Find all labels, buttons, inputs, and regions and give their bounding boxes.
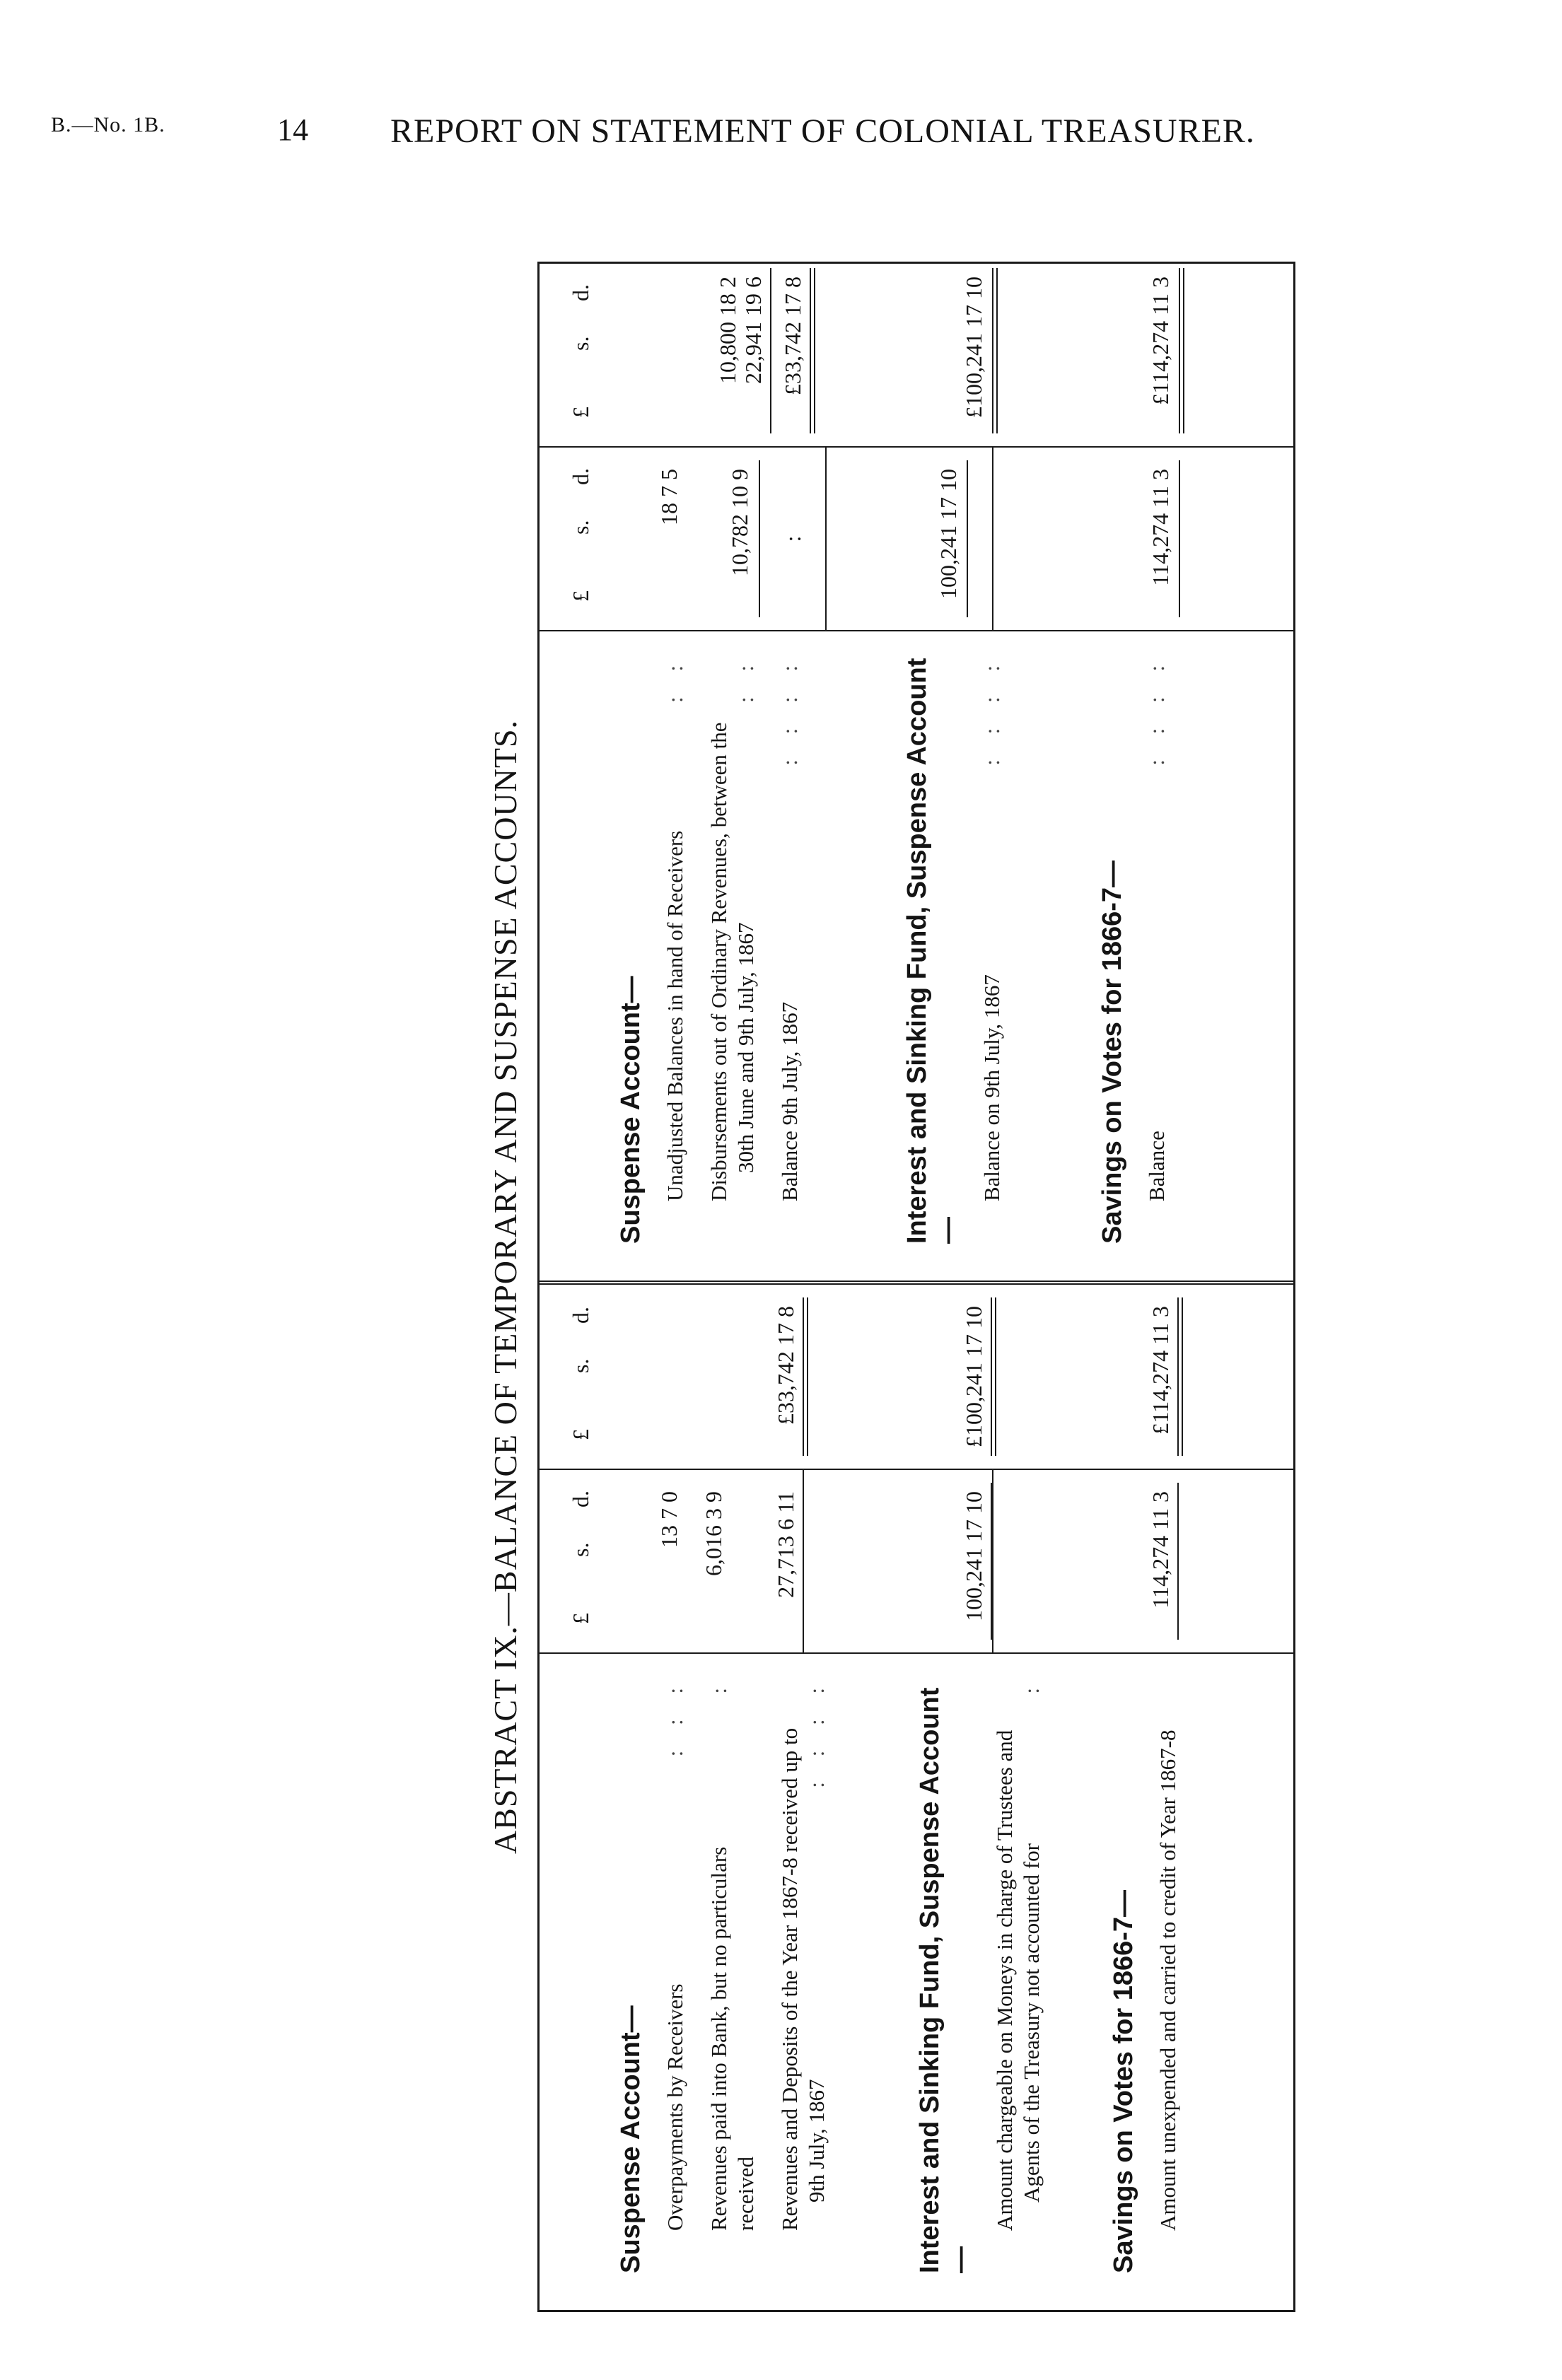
section-total: £33,742 17 8 bbox=[780, 276, 805, 395]
section-title: Suspense Account— bbox=[616, 976, 646, 1244]
ledger-frame bbox=[537, 262, 1295, 2312]
amount: 13 7 0 bbox=[656, 1491, 682, 1548]
currency-header bbox=[568, 1470, 596, 1652]
right-suspense-section bbox=[616, 655, 803, 1244]
right-interest-section bbox=[902, 655, 1006, 1244]
total-double-rule bbox=[810, 268, 811, 433]
amount: : bbox=[780, 535, 805, 542]
subtotal-rule bbox=[759, 460, 760, 617]
right-description-column bbox=[540, 630, 1293, 1281]
line-text: Amount unexpended and carried to credit of Year 1867-8 bbox=[1155, 1729, 1180, 2231]
line-text: Unadjusted Balances in hand of Receivers bbox=[663, 830, 687, 1201]
line-text: Revenues paid into Bank, but no particulars received bbox=[706, 1846, 758, 2231]
line-text: Disbursements out of Ordinary Revenues, between the bbox=[706, 722, 731, 1201]
total-double-rule bbox=[991, 1297, 992, 1456]
section-title: Interest and Sinking Fund, Suspense Account— bbox=[915, 1687, 975, 2273]
shilling-heading: s. bbox=[568, 520, 593, 535]
section-title: Suspense Account— bbox=[616, 2005, 646, 2273]
line-text: Revenues and Deposits of the Year 1867-8 received up to bbox=[777, 1727, 802, 2231]
currency-header bbox=[568, 448, 596, 630]
shilling-heading: s. bbox=[568, 1542, 593, 1557]
line-text: Overpayments by Receivers bbox=[663, 1983, 687, 2231]
section-title: Savings on Votes for 1866-7— bbox=[1097, 860, 1127, 1244]
subtotal-rule bbox=[770, 268, 771, 433]
pound-heading: £ bbox=[568, 1429, 593, 1440]
left-savings-section bbox=[1109, 1678, 1182, 2273]
amount: 114,274 11 3 bbox=[1148, 1491, 1173, 1609]
section-divider bbox=[992, 1470, 993, 1652]
leader-dots: : : bbox=[663, 655, 687, 703]
right-total-column bbox=[540, 255, 1293, 446]
line-text: Balance on 9th July, 1867 bbox=[979, 974, 1004, 1201]
right-amount-column bbox=[540, 446, 1293, 630]
section-total: £100,241 17 10 bbox=[961, 1306, 986, 1447]
ledger-line bbox=[662, 655, 689, 1201]
amount: 6,016 3 9 bbox=[701, 1491, 726, 1576]
left-total-column bbox=[540, 1285, 1293, 1469]
section-total: £114,274 11 3 bbox=[1148, 1306, 1173, 1435]
total-double-rule bbox=[803, 1297, 804, 1456]
amount: 100,241 17 10 bbox=[961, 1491, 986, 1621]
ledger-line bbox=[979, 655, 1006, 1201]
amount: 18 7 5 bbox=[656, 469, 682, 525]
right-side-accounts bbox=[540, 255, 1293, 1281]
leader-dots: : : : bbox=[663, 1678, 687, 1757]
pence-heading: d. bbox=[568, 284, 593, 301]
shilling-heading: s. bbox=[568, 1358, 593, 1373]
running-header bbox=[0, 0, 1562, 156]
rotated-abstract-table bbox=[474, 262, 1549, 2312]
page-title: REPORT ON STATEMENT OF COLONIAL TREASURER. bbox=[390, 112, 1255, 150]
subtotal-rule bbox=[1177, 1483, 1179, 1640]
total-double-rule bbox=[1177, 1297, 1179, 1456]
amount: 114,274 11 3 bbox=[1148, 469, 1173, 586]
line-text: Balance 9th July, 1867 bbox=[777, 1001, 802, 1201]
total-double-rule bbox=[992, 268, 993, 433]
total-double-rule bbox=[1179, 268, 1180, 433]
amount: 10,800 18 2 bbox=[715, 276, 740, 384]
pence-heading: d. bbox=[568, 1491, 593, 1507]
left-amount-column bbox=[540, 1469, 1293, 1652]
left-description-column bbox=[540, 1652, 1293, 2310]
currency-header bbox=[568, 255, 596, 446]
left-side-accounts bbox=[540, 1281, 1293, 2310]
section-title: Savings on Votes for 1866-7— bbox=[1109, 1889, 1138, 2273]
ledger-line bbox=[776, 655, 803, 1201]
section-total: £114,274 11 3 bbox=[1148, 276, 1173, 405]
ledger-line bbox=[706, 1678, 759, 2231]
leader-dots: : bbox=[706, 1678, 731, 1694]
leader-dots: : bbox=[1019, 1678, 1044, 1694]
section-total: £33,742 17 8 bbox=[773, 1306, 798, 1425]
pound-heading: £ bbox=[568, 1613, 593, 1624]
line-text-continued: Agents of the Treasury not accounted for bbox=[1019, 1843, 1044, 2203]
section-divider bbox=[992, 448, 993, 630]
leader-dots: : : : : bbox=[979, 655, 1004, 766]
pence-heading: d. bbox=[568, 1307, 593, 1324]
ledger-line bbox=[706, 655, 759, 1201]
left-interest-section bbox=[915, 1678, 1045, 2273]
subtotal-rule bbox=[1179, 460, 1180, 617]
amount: 22,941 19 6 bbox=[740, 276, 766, 384]
line-text: Balance bbox=[1144, 1131, 1169, 1201]
amount: 100,241 17 10 bbox=[936, 469, 961, 599]
section-total: £100,241 17 10 bbox=[961, 276, 986, 418]
ledger-line bbox=[1143, 655, 1170, 1201]
ledger-line bbox=[662, 1678, 689, 2231]
ledger-line bbox=[776, 1678, 830, 2231]
leader-dots: : : : : bbox=[1144, 655, 1169, 766]
amount: 10,782 10 9 bbox=[727, 469, 752, 576]
pence-heading: d. bbox=[568, 468, 593, 485]
ledger-line bbox=[991, 1678, 1045, 2231]
ledger-line bbox=[1155, 1678, 1182, 2231]
abstract-title: ABSTRACT IX.—BALANCE OF TEMPORARY AND SUSPENSE ACCOUNTS. bbox=[487, 719, 523, 1855]
page-number: 14 bbox=[277, 112, 308, 147]
section-divider bbox=[825, 448, 827, 630]
amount: 27,713 6 11 bbox=[773, 1491, 798, 1598]
shilling-heading: s. bbox=[568, 336, 593, 351]
line-text-continued: 30th June and 9th July, 1867 bbox=[733, 922, 758, 1173]
line-text-continued: 9th July, 1867 bbox=[804, 2079, 829, 2203]
section-title: Interest and Sinking Fund, Suspense Account— bbox=[902, 658, 962, 1244]
pound-heading: £ bbox=[568, 407, 593, 418]
leader-dots: : : : : bbox=[777, 655, 802, 766]
section-divider bbox=[803, 1470, 804, 1652]
leader-dots: : : bbox=[733, 655, 758, 703]
document-reference: B.—No. 1B. bbox=[51, 113, 165, 136]
left-suspense-section bbox=[616, 1678, 830, 2273]
pound-heading: £ bbox=[568, 590, 593, 602]
subtotal-rule bbox=[967, 460, 968, 617]
currency-header bbox=[568, 1285, 596, 1469]
leader-dots: : : : : bbox=[804, 1678, 829, 1788]
line-text: Amount chargeable on Moneys in charge of Trustees and bbox=[992, 1729, 1017, 2231]
right-savings-section bbox=[1097, 655, 1170, 1244]
